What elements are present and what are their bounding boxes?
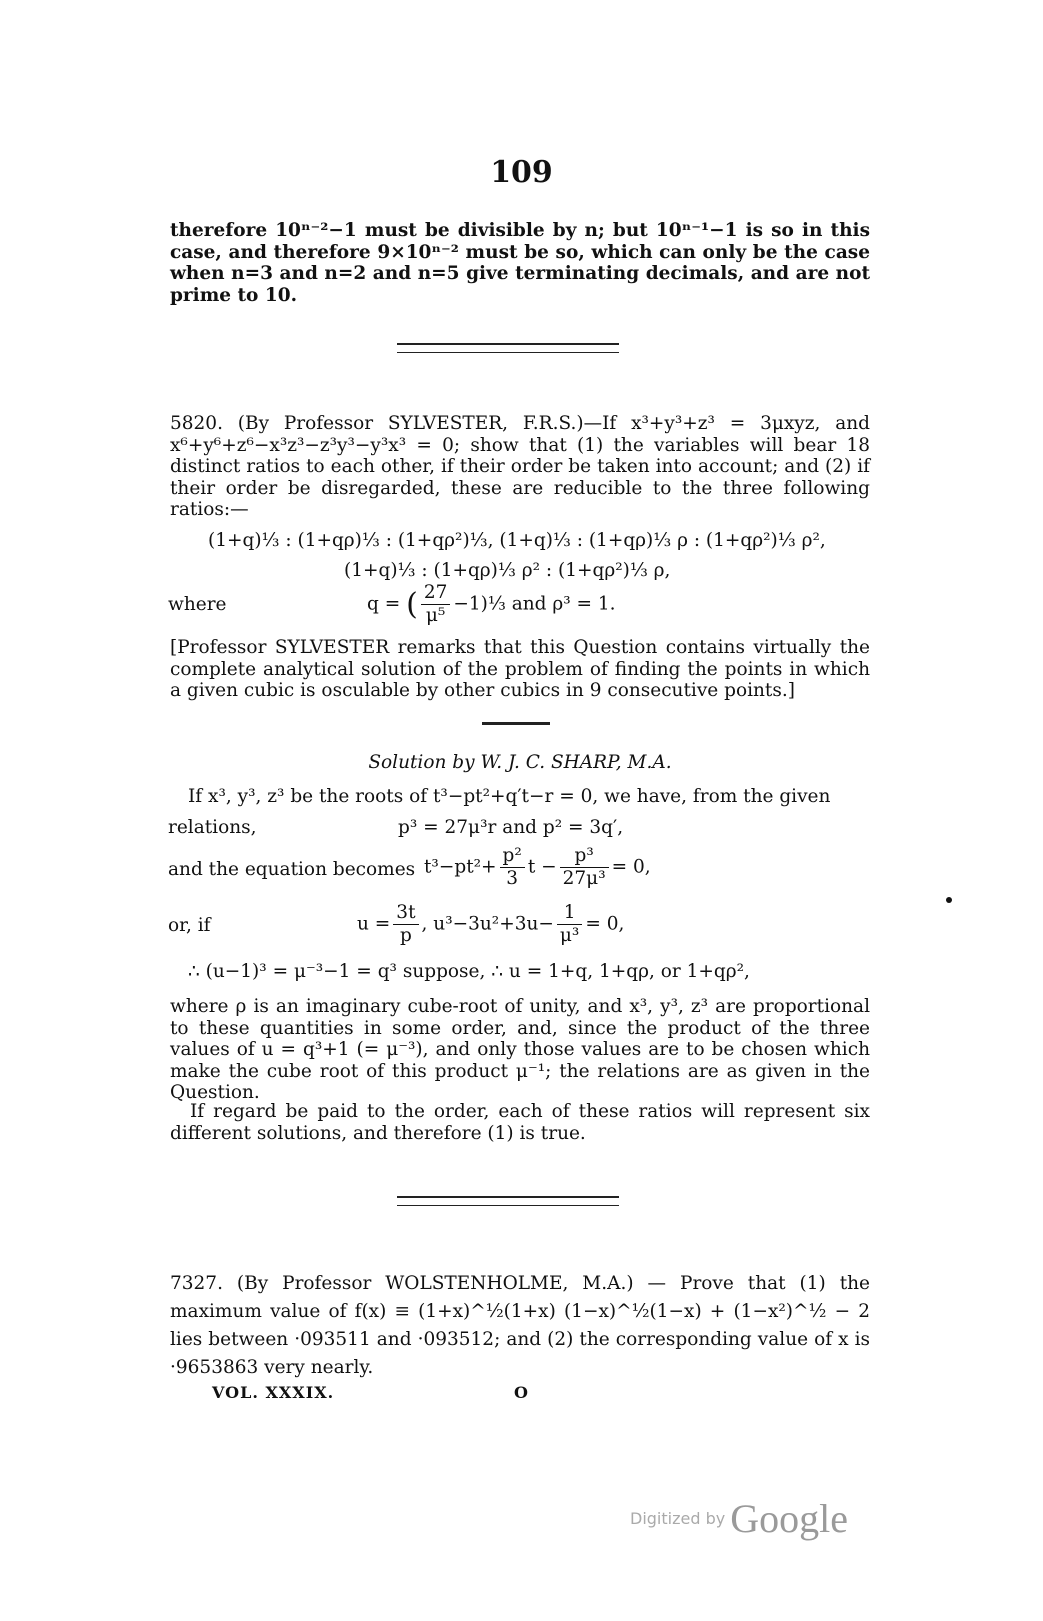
top-paragraph: therefore 10ⁿ⁻²−1 must be divisible by n; but 10ⁿ⁻¹−1 is so in this case, and therefore 9×10ⁿ⁻² must be so, which can only be the case when n=3 and n=2 and n=5 give terminating decimals, and are not prime to 10. — [170, 220, 870, 306]
subst-frac2-num: 1 — [557, 902, 582, 925]
ratios-line-1: (1+q)⅓ : (1+qρ)⅓ : (1+qρ²)⅓, (1+q)⅓ : (1+qρ)⅓ ρ : (1+qρ²)⅓ ρ², — [208, 530, 826, 551]
solution-heading: Solution by W. J. C. SHARP, M.A. — [368, 752, 672, 773]
signature-mark: O — [514, 1383, 528, 1402]
volume-footer: VOL. XXXIX. — [212, 1383, 335, 1402]
cubic-part-c: = 0, — [611, 856, 651, 878]
google-logo: Google — [730, 1496, 849, 1541]
subst-frac2-den: μ³ — [559, 925, 580, 946]
page-number: 109 — [490, 155, 553, 190]
solution-paragraph-2: If regard be paid to the order, each of these ratios will represent six different solutions, and therefore (1) is true. — [170, 1101, 870, 1144]
subst-frac1-num: 3t — [393, 902, 418, 925]
cubic-frac1-den: 3 — [506, 868, 519, 889]
cubic-part-b: t − — [527, 856, 557, 878]
relations-label: relations, — [168, 817, 257, 838]
substitution-label: or, if — [168, 915, 211, 936]
relations-equation: p³ = 27μ³r and p² = 3q′, — [398, 817, 624, 838]
section-divider — [397, 343, 619, 353]
equation-label: and the equation becomes — [168, 859, 416, 880]
ink-speck — [946, 897, 952, 903]
where-tail: −1)⅓ and ρ³ = 1. — [453, 593, 616, 615]
question-5820-intro: 5820. (By Professor SYLVESTER, F.R.S.)—If x³+y³+z³ = 3μxyz, and x⁶+y⁶+z⁶−x³z³−z³y³−y³x³ = 0; show that (1) the variables will bear 18 distinct ratios to each other, if their order be taken into account; and (2) if their order be disregarded, these are reducible to the three following ratios:— — [170, 413, 870, 520]
where-equation: q = ( $\frac{27}{\text{μ⁵}}$ −1)⅓ and ρ³ = 1. — [367, 582, 616, 626]
ratios-line-2: (1+q)⅓ : (1+qρ)⅓ ρ² : (1+qρ²)⅓ ρ, — [344, 560, 671, 581]
short-divider — [482, 722, 550, 725]
where-q: q = — [367, 593, 401, 615]
subst-frac1-den: p — [399, 925, 412, 946]
sylvester-remark: [Professor SYLVESTER remarks that this Question contains virtually the complete analytical solution of the problem of finding the points in which a given cubic is osculable by other cubics in 9 consecutive points.] — [170, 637, 870, 701]
subst-part-c: = 0, — [585, 913, 625, 935]
where-frac-den: μ⁵ — [425, 605, 446, 626]
subst-part-b: , u³−3u²+3u− — [421, 913, 554, 935]
substitution-equation — [357, 902, 624, 947]
cubic-frac2-den: 27μ³ — [562, 868, 606, 889]
cubic-frac1-num: p² — [500, 845, 525, 868]
watermark-prefix: Digitized by — [630, 1509, 726, 1528]
cubic-frac2-num: p³ — [560, 845, 609, 868]
cubic-equation — [424, 845, 651, 890]
question-7327: 7327. (By Professor WOLSTENHOLME, M.A.) — Prove that (1) the maximum value of f(x) ≡ (1+x)^½(1+x) (1−x)^½(1−x) + (1−x²)^½ − 2 lies between ·093511 and ·093512; and (2) the corresponding value of x is ·9653863 very nearly. — [170, 1273, 870, 1378]
solution-paragraph-1: where ρ is an imaginary cube-root of unity, and x³, y³, z³ are proportional to these quantities in some order, and, since the product of the three values of u = q³+1 (= μ⁻³), and only those values are to be chosen which make the cube root of this product μ⁻¹; the relations are as given in the Question. — [170, 996, 870, 1103]
subst-part-a: u = — [357, 913, 391, 935]
section-divider-2 — [397, 1196, 619, 1206]
digitization-watermark — [630, 1495, 848, 1542]
cubic-part-a: t³−pt²+ — [424, 856, 497, 878]
where-frac-num: 27 — [421, 582, 451, 605]
where-label: where — [168, 594, 227, 615]
solution-line-1: If x³, y³, z³ be the roots of t³−pt²+q′t−r = 0, we have, from the given — [188, 786, 831, 807]
therefore-line: ∴ (u−1)³ = μ⁻³−1 = q³ suppose, ∴ u = 1+q, 1+qρ, or 1+qρ², — [188, 961, 750, 982]
